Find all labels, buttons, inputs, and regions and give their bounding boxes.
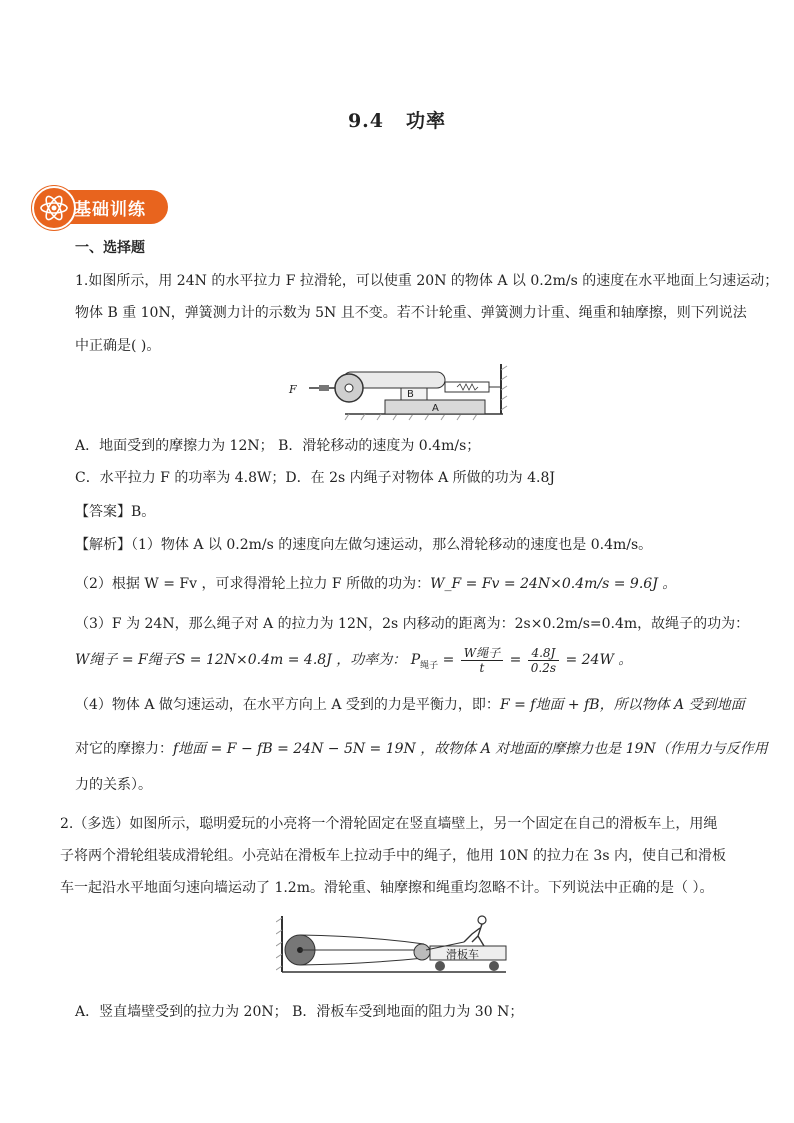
section-heading: 一、选择题	[75, 240, 145, 256]
q1-answer: 【答案】B。	[75, 504, 156, 520]
badge-label: 基础训练	[74, 200, 146, 220]
q1-pulley-figure	[285, 362, 515, 422]
label-a: A	[432, 403, 439, 414]
analysis-4b-formula: f地面 = F − fB = 24N − 5N = 19N ，故物体 A 对地面的摩擦力也是 19N（作用力与反作用	[173, 741, 768, 757]
q1-analysis-1: 【解析】（1）物体 A 以 0.2m/s 的速度向左做匀速运动，那么滑轮移动的速度也是 0.4m/s。	[75, 537, 653, 553]
q2-stem-line-2: 子将两个滑轮组装成滑轮组。小亮站在滑板车上拉动手中的绳子，他用 10N 的拉力在 3s 内，使自己和滑板	[60, 848, 726, 864]
formula-power-result: = 24W 。	[565, 652, 633, 668]
q1-analysis-3-formula: W绳子 = F绳子S = 12N×0.4m = 4.8J ，功率为： $P_{绳子}$ = $\frac{\text{W绳子}}{t}$ = $\frac{4.8J}{0.2s}$ = 24W 。	[75, 645, 633, 675]
title-number: 9.4	[347, 110, 385, 132]
q1-analysis-3: （3）F 为 24N，那么绳子对 A 的拉力为 12N，2s 内移动的距离为：2s×0.2m/s=0.4m，故绳子的功为：	[75, 616, 750, 632]
atom-icon	[32, 186, 76, 230]
analysis-4b-text: 对它的摩擦力：	[75, 741, 173, 757]
q1-analysis-4b	[75, 739, 768, 759]
q1-stem-line-1: 1.如图所示，用 24N 的水平拉力 F 拉滑轮，可以使重 20N 的物体 A 以 0.2m/s 的速度在水平地面上匀速运动；	[75, 273, 779, 289]
q1-analysis-4	[75, 695, 745, 715]
formula-power-lhs: $P_{绳子}$ =	[410, 652, 455, 671]
q1-stem-line-2: 物体 B 重 10N，弹簧测力计的示数为 5N 且不变。若不计轮重、弹簧测力计重、绳重和轴摩擦，则下列说法	[75, 305, 747, 321]
q1-stem-line-3: 中正确是( )。	[75, 338, 161, 354]
q1-analysis-4c: 力的关系）。	[75, 777, 152, 793]
q1-analysis-2	[75, 574, 725, 594]
analysis-4-text: （4）物体 A 做匀速运动，在水平方向上 A 受到的力是平衡力，即：	[75, 697, 500, 713]
analysis-2-formula: W_F = Fv = 24N×0.4m/s = 9.6J 。	[430, 576, 677, 592]
q2-stem-line-3: 车一起沿水平地面匀速向墙运动了 1.2m。滑轮重、轴摩擦和绳重均忽略不计。下列说法中正确的是（ ）。	[60, 880, 714, 896]
q2-options-ab: A．竖直墙壁受到的拉力为 20N； B．滑板车受到地面的阻力为 30 N；	[75, 1004, 524, 1020]
q2-stem-line-1: 2.（多选）如图所示，聪明爱玩的小亮将一个滑轮固定在竖直墙壁上，另一个固定在自己的滑板车上，用绳	[60, 816, 718, 832]
fraction-values: $\frac{4.8J}{0.2s}$	[528, 646, 559, 675]
section-badge	[32, 186, 168, 226]
q1-options-ab: A．地面受到的摩擦力为 12N； B．滑轮移动的速度为 0.4m/s；	[75, 438, 481, 454]
q2-skateboard-figure	[276, 912, 512, 978]
label-cart: 滑板车	[446, 948, 479, 961]
fraction-work-time: $\frac{\text{W绳子}}{t}$	[461, 646, 503, 675]
label-f: F	[289, 383, 297, 396]
analysis-4-formula: F = f地面 + fB，所以物体 A 受到地面	[499, 697, 745, 713]
title-name: 功率	[406, 110, 447, 132]
analysis-2-text: （2）根据 W = Fv ，可求得滑轮上拉力 F 所做的功为：	[75, 576, 431, 592]
label-b: B	[407, 389, 414, 400]
formula-work: W绳子 = F绳子S = 12N×0.4m = 4.8J ，功率为：	[75, 652, 407, 668]
q1-options-cd: C．水平拉力 F 的功率为 4.8W；D．在 2s 内绳子对物体 A 所做的功为 4.8J	[75, 470, 555, 486]
page-title	[0, 106, 794, 133]
